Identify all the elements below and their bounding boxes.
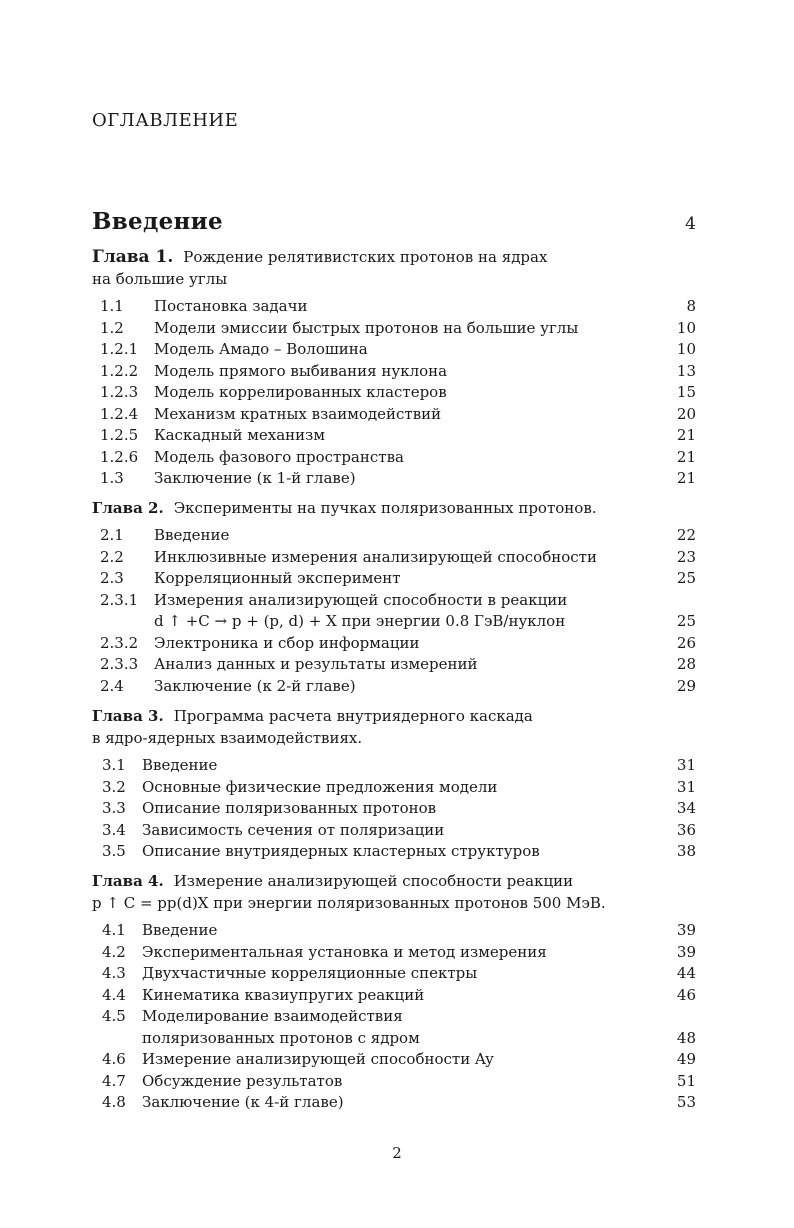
entry-page: 25 (676, 612, 696, 630)
toc-entry (92, 296, 696, 318)
entry-page: 8 (686, 297, 696, 315)
entry-number: 3.3 (102, 799, 126, 817)
toc-entry (92, 676, 696, 698)
chapter-entries (92, 920, 696, 1114)
chapter-entries (92, 525, 696, 697)
entry-title: Модель фазового пространства (154, 447, 404, 466)
intro-page: 4 (685, 214, 696, 234)
toc-entry (92, 590, 696, 612)
entry-page: 21 (676, 469, 696, 487)
entry-page: 46 (676, 985, 696, 1004)
entry-title: Механизм кратных взаимодействий (154, 404, 442, 423)
toc-entry (92, 568, 696, 590)
toc-entry (92, 654, 696, 676)
entry-title: Модели эмиссии быстрых протонов на большие углы (154, 318, 579, 337)
intro-title: Введение (92, 208, 223, 235)
entry-page: 39 (676, 921, 696, 939)
entry-title: Заключение (к 1-й главе) (154, 469, 356, 487)
toc-entry (92, 755, 696, 777)
chapter-title: Измерение анализирующей способности реакции (173, 872, 574, 890)
toc-entry (92, 404, 696, 426)
chapter-title-cont: p ↑ C = pp(d)X при энергии поляризованных протонов 500 МэВ. (92, 894, 606, 912)
entry-number: 4.2 (102, 942, 126, 961)
toc-entry (92, 447, 696, 469)
entry-number: 2.4 (100, 676, 124, 695)
entry-number: 1.2.2 (100, 361, 139, 380)
entry-number: 4.4 (102, 985, 126, 1004)
entry-number: 3.1 (102, 756, 126, 774)
entry-page: 39 (676, 942, 696, 961)
toc-entry (92, 942, 696, 964)
entry-number: 4.6 (102, 1050, 126, 1068)
page-number: 2 (392, 1144, 402, 1162)
chapter-title-cont: в ядро-ядерных взаимодействиях. (92, 729, 363, 747)
chapter-entries (92, 755, 696, 863)
entry-title: Электроника и сбор информации (154, 633, 420, 652)
entry-number: 3.2 (102, 777, 126, 796)
entry-page: 48 (676, 1028, 696, 1047)
entry-page: 26 (676, 633, 696, 652)
toc-entry (92, 920, 696, 942)
entry-number: 3.5 (102, 842, 126, 860)
toc-entry (92, 820, 696, 842)
entry-page: 31 (676, 756, 696, 774)
entry-page: 49 (676, 1050, 696, 1068)
entry-title: Основные физические предложения модели (142, 777, 498, 796)
toc-entry (92, 1006, 696, 1028)
chapter-heading (92, 870, 696, 914)
entry-page: 53 (676, 1093, 696, 1111)
entry-title: Обсуждение результатов (142, 1071, 343, 1090)
entry-page: 10 (676, 318, 696, 337)
toc-entry (92, 547, 696, 569)
entry-page: 38 (676, 842, 696, 860)
chapter-entries (92, 296, 696, 490)
entry-page: 34 (676, 799, 696, 817)
toc-entry (92, 1092, 696, 1114)
toc-entry-continuation (92, 611, 696, 633)
entry-title: Кинематика квазиупругих реакций (142, 985, 425, 1004)
chapter-title: Программа расчета внутриядерного каскада (173, 707, 533, 725)
entry-number: 2.2 (100, 547, 124, 566)
toc-entry (92, 339, 696, 361)
entry-title: Модель прямого выбивания нуклона (154, 361, 448, 380)
entry-title: Введение (142, 921, 218, 939)
entry-number: 1.2.3 (100, 383, 139, 401)
chapter-1 (92, 246, 696, 490)
entry-page: 15 (676, 383, 696, 401)
entry-page: 21 (676, 447, 696, 466)
entry-page: 21 (676, 426, 696, 444)
toc-entry (92, 318, 696, 340)
entry-title: Введение (154, 526, 230, 544)
entry-page: 44 (676, 964, 696, 982)
chapter-heading (92, 705, 696, 749)
entry-number: 1.1 (100, 297, 124, 315)
entry-title: Заключение (к 4-й главе) (142, 1093, 344, 1111)
entry-title: Модель Амадо – Волошина (154, 340, 368, 358)
entry-page: 13 (676, 361, 696, 380)
toc-entry (92, 777, 696, 799)
entry-number: 1.2 (100, 318, 124, 337)
chapter-title-cont: на большие углы (92, 270, 228, 288)
entry-page: 22 (676, 526, 696, 544)
entry-number: 2.3 (100, 569, 124, 587)
chapter-3 (92, 705, 696, 863)
entry-title: Корреляционный эксперимент (154, 569, 401, 587)
entry-title: Каскадный механизм (154, 426, 325, 444)
entry-number: 1.2.4 (100, 404, 139, 423)
entry-title: Измерение анализирующей способности Ay (142, 1050, 494, 1068)
entry-number: 2.1 (100, 526, 124, 544)
entry-title: Описание поляризованных протонов (142, 799, 437, 817)
entry-page: 36 (676, 820, 696, 839)
entry-title: поляризованных протонов с ядром (142, 1028, 420, 1047)
entry-title: Зависимость сечения от поляризации (142, 820, 445, 839)
toc-entry-continuation (92, 1028, 696, 1050)
toc-entry (92, 841, 696, 863)
chapter-2 (92, 497, 696, 697)
chapter-label: Глава 4. (92, 872, 164, 890)
entry-number: 1.2.1 (100, 340, 139, 358)
entry-title: Заключение (к 2-й главе) (154, 676, 356, 695)
entry-title: Двухчастичные корреляционные спектры (142, 964, 478, 982)
entry-page: 10 (676, 340, 696, 358)
entry-number: 1.2.5 (100, 426, 139, 444)
chapter-label: Глава 2. (92, 499, 164, 517)
toc-entry (92, 525, 696, 547)
entry-page: 51 (676, 1071, 696, 1090)
entry-title: Инклюзивные измерения анализирующей способности (154, 547, 597, 566)
chapter-label: Глава 3. (92, 707, 164, 725)
entry-number: 2.3.2 (100, 633, 139, 652)
toc-entry (92, 382, 696, 404)
entry-number: 4.1 (102, 921, 126, 939)
toc-intro-row (92, 208, 696, 235)
chapter-heading (92, 497, 696, 519)
entry-title: Измерения анализирующей способности в реакции (154, 590, 568, 609)
entry-number: 4.3 (102, 964, 126, 982)
toc-entry (92, 1071, 696, 1093)
entry-number: 4.8 (102, 1093, 126, 1111)
entry-title: Описание внутриядерных кластерных структуров (142, 842, 540, 860)
chapter-label: Глава 1. (92, 247, 174, 267)
entry-title: d ↑ +C → p + (p, d) + X при энергии 0.8 ГэВ/нуклон (154, 612, 566, 630)
entry-number: 4.7 (102, 1071, 126, 1090)
entry-page: 31 (676, 777, 696, 796)
entry-number: 2.3.1 (100, 590, 139, 609)
entry-page: 25 (676, 569, 696, 587)
entry-title: Модель коррелированных кластеров (154, 383, 447, 401)
entry-title: Анализ данных и результаты измерений (154, 655, 478, 673)
toc-entry (92, 468, 696, 490)
toc-entry (92, 425, 696, 447)
entry-title: Постановка задачи (154, 297, 308, 315)
chapter-title: Рождение релятивистских протонов на ядрах (183, 248, 548, 266)
chapter-title: Эксперименты на пучках поляризованных протонов. (173, 499, 597, 517)
entry-number: 2.3.3 (100, 655, 139, 673)
entry-page: 28 (676, 655, 696, 673)
entry-title: Экспериментальная установка и метод измерения (142, 942, 547, 961)
toc-entry (92, 1049, 696, 1071)
entry-page: 23 (676, 547, 696, 566)
entry-title: Введение (142, 756, 218, 774)
toc-heading: ОГЛАВЛЕНИЕ (92, 110, 239, 131)
entry-page: 20 (676, 404, 696, 423)
entry-number: 1.2.6 (100, 447, 139, 466)
chapter-heading (92, 246, 696, 290)
toc-entry (92, 633, 696, 655)
toc-entry (92, 361, 696, 383)
chapter-4 (92, 870, 696, 1114)
entry-number: 3.4 (102, 820, 126, 839)
entry-number: 4.5 (102, 1007, 126, 1025)
entry-title: Моделирование взаимодействия (142, 1007, 403, 1025)
toc-entry (92, 985, 696, 1007)
entry-number: 1.3 (100, 469, 124, 487)
toc-entry (92, 963, 696, 985)
entry-page: 29 (676, 676, 696, 695)
toc-entry (92, 798, 696, 820)
